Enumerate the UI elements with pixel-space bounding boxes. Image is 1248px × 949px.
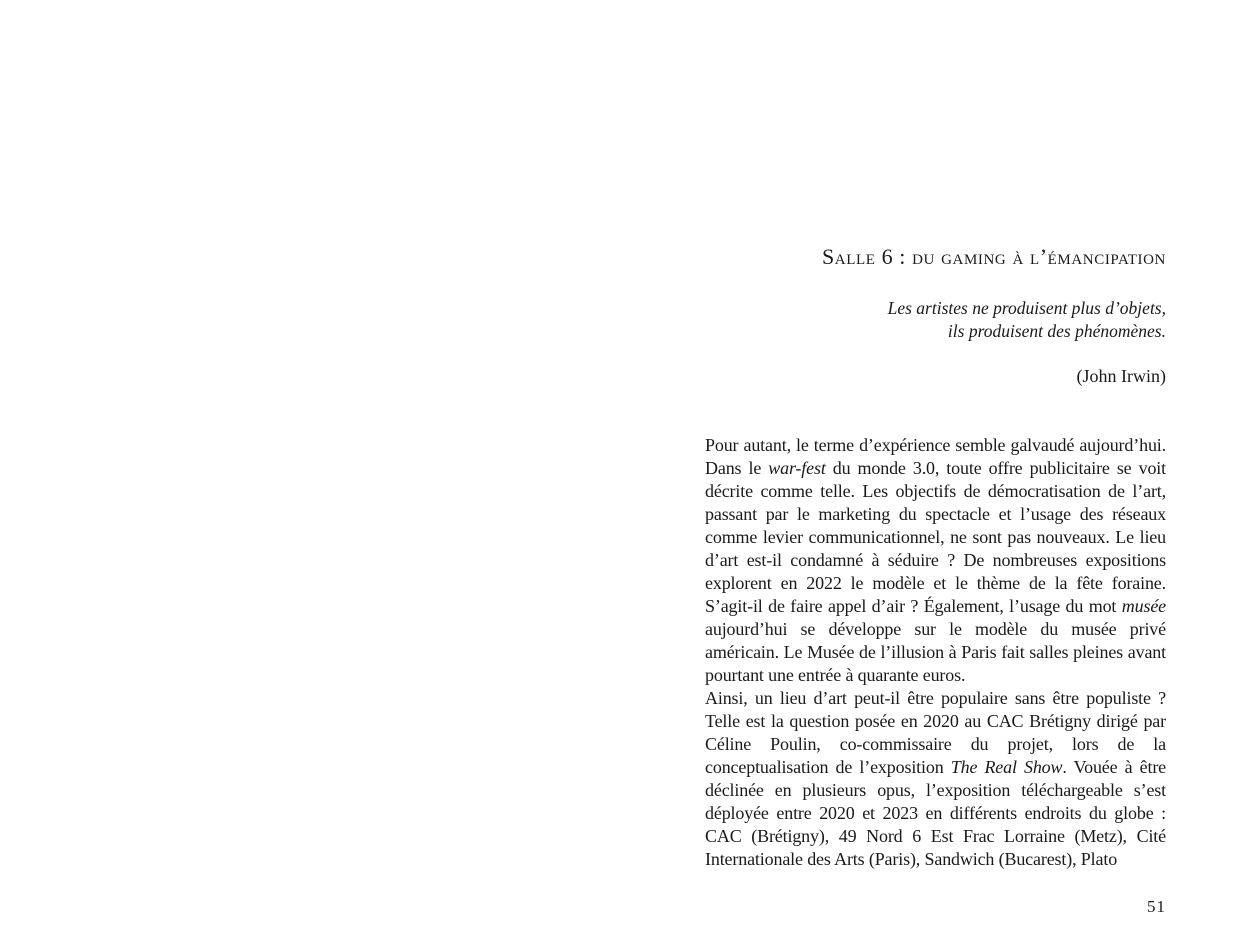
epigraph-attribution: (John Irwin)	[1076, 366, 1166, 386]
epigraph-quote	[888, 297, 1166, 343]
italic-term: war-fest	[768, 458, 826, 478]
body-text	[705, 434, 1166, 871]
text-run: . Vouée à être déclinée en plusieurs opus, l’exposition téléchargeable s’est déployée entre 2020 et 2023 en différents endroits du globe : CAC (Brétigny), 49 Nord 6 Est Frac Lorraine (Metz), Cité Internationale des Arts (Paris), Sandwich (Bucarest), Plato	[705, 757, 1167, 869]
epigraph-line: ils produisent des phénomènes.	[947, 321, 1166, 341]
epigraph-line: Les artistes ne produisent plus d’objets,	[887, 298, 1166, 318]
page-number: 51	[1147, 897, 1166, 916]
text-run: du monde 3.0, toute offre publicitaire se voit décrite comme telle. Les objectifs de démocratisation de l’art, passant par le marketing du spectacle et l’usage des réseaux comme levier communicationnel, ne sont pas nouveaux. Le lieu d’art est-il condamné à séduire ? De nombreuses expositions explorent en 2022 le modèle et le thème de la fête foraine. S’agit-il de faire appel d’air ? Également, l’usage du mot	[705, 458, 1166, 616]
italic-title: The Real Show	[950, 757, 1063, 777]
section-title: Salle 6 : du gaming à l’émancipation	[821, 244, 1166, 269]
paragraph	[705, 434, 1166, 687]
paragraph	[705, 687, 1166, 871]
text-run: Ainsi, un lieu d’art peut-il être populaire sans être populiste ? Telle est la question posée en 2020 au CAC Brétigny dirigé par Céline Poulin, co-commissaire du projet, lors de la conceptualisation de l’exposition	[705, 688, 1166, 777]
text-run: aujourd’hui se développe sur le modèle du musée privé américain. Le Musée de l’illusion à Paris fait salles pleines avant pourtant une entrée à quarante euros.	[705, 619, 1166, 685]
italic-term: musée	[1121, 596, 1166, 616]
text-run: Pour autant, le terme d’expérience semble galvaudé aujourd’hui. Dans le	[705, 435, 1166, 478]
